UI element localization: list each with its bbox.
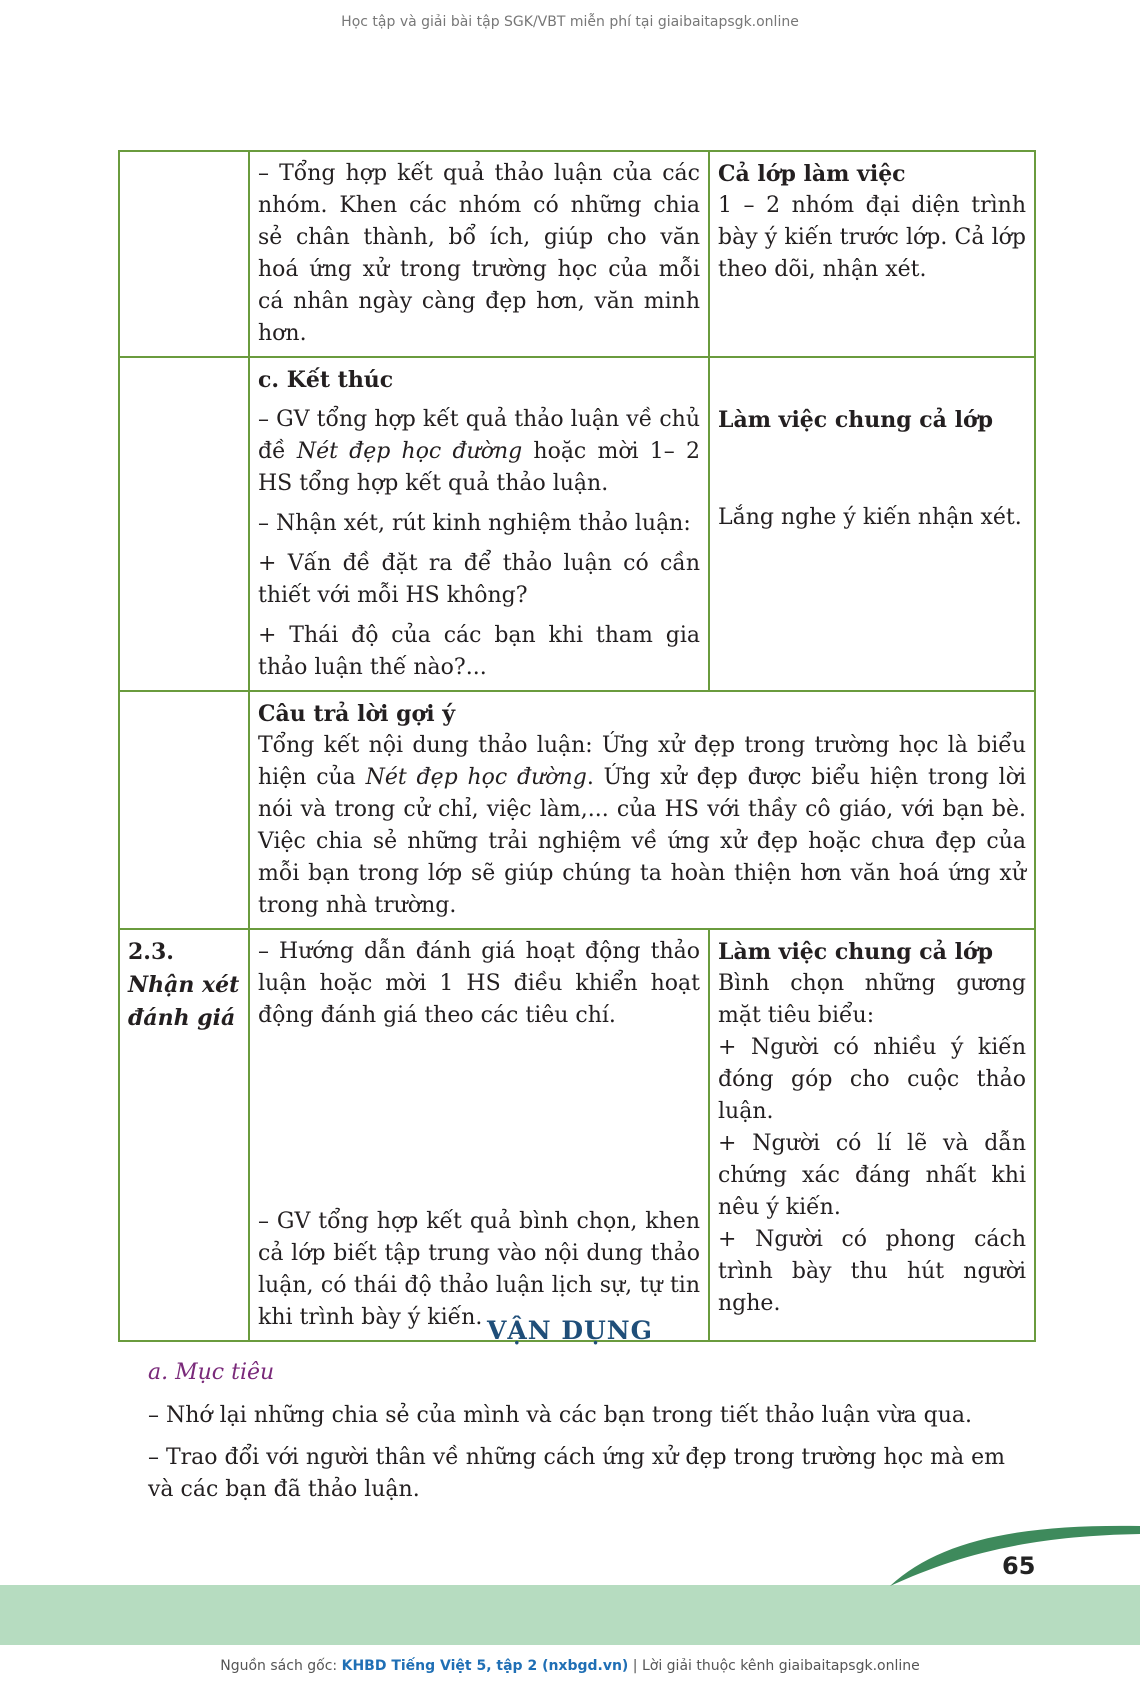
table-row — [119, 151, 1035, 357]
activity-cell — [119, 691, 249, 929]
footer-source: KHBD Tiếng Việt 5, tập 2 (nxbgd.vn) — [341, 1658, 629, 1674]
activity-label — [128, 936, 240, 1035]
teacher-text: + Vấn đề đặt ra để thảo luận có cần thiết với mỗi HS không? — [258, 551, 700, 608]
lesson-plan-table — [118, 150, 1036, 1342]
emphasis-text: Nét đẹp học đường — [296, 439, 523, 464]
footer-prefix: Nguồn sách gốc: — [220, 1658, 342, 1674]
answer-cell — [249, 691, 1035, 929]
text-run: . Ứng xử đẹp được biểu hiện trong lời nói và trong cử chỉ, việc làm,... của HS với thầy cô giáo, với bạn bè. Việc chia sẻ những trải nghiệm về ứng xử đẹp hoặc chưa đẹp của mỗi bạn trong lớp sẽ giúp chúng ta hoàn thiện hơn văn hoá ứng xử trong nhà trường. — [258, 765, 1026, 918]
activity-cell — [119, 151, 249, 357]
teacher-cell — [249, 357, 709, 691]
student-text: + Người có phong cách trình bày thu hút người nghe. — [718, 1227, 1026, 1316]
teacher-text — [258, 404, 700, 500]
section-title: VẬN DỤNG — [486, 1316, 654, 1345]
footer-suffix: | Lời giải thuộc kênh giaibaitapsgk.online — [628, 1658, 920, 1674]
activity-cell — [119, 357, 249, 691]
student-cell — [709, 929, 1035, 1341]
student-heading: Làm việc chung cả lớp — [718, 939, 993, 965]
objective-list — [148, 1400, 1034, 1516]
activity-cell — [119, 929, 249, 1341]
table-row — [119, 691, 1035, 929]
student-text: Bình chọn những gương mặt tiêu biểu: — [718, 971, 1026, 1028]
objective-item: – Trao đổi với người thân về những cách ứng xử đẹp trong trường học mà em và các bạn đã thảo luận. — [148, 1445, 1006, 1502]
footer-band — [0, 1585, 1140, 1645]
teacher-text: + Thái độ của các bạn khi tham gia thảo luận thế nào?... — [258, 623, 700, 680]
teacher-cell — [249, 929, 709, 1341]
subsection-heading: c. Kết thúc — [258, 367, 394, 393]
table-row — [119, 929, 1035, 1341]
table-row — [119, 357, 1035, 691]
objective-item: – Nhớ lại những chia sẻ của mình và các bạn trong tiết thảo luận vừa qua. — [148, 1403, 973, 1428]
teacher-text: – Hướng dẫn đánh giá hoạt động thảo luận hoặc mời 1 HS điều khiển hoạt động đánh giá theo các tiêu chí. — [258, 939, 700, 1028]
teacher-text: – GV tổng hợp kết quả bình chọn, khen cả lớp biết tập trung vào nội dung thảo luận, có thái độ thảo luận lịch sự, tự tin khi trình bày ý kiến. — [258, 1209, 700, 1330]
text-run: hoặc mời 1– 2 HS tổng hợp kết quả thảo luận. — [258, 439, 700, 496]
student-cell — [709, 357, 1035, 691]
student-text: Lắng nghe ý kiến nhận xét. — [718, 505, 1022, 530]
activity-number: 2.3. — [128, 939, 174, 965]
teacher-cell — [249, 151, 709, 357]
text-run: – GV tổng hợp kết quả thảo luận về chủ đề — [258, 407, 700, 464]
student-text: + Người có nhiều ý kiến đóng góp cho cuộc thảo luận. — [718, 1035, 1026, 1124]
emphasis-text: Nét đẹp học đường — [365, 765, 587, 790]
student-heading: Làm việc chung cả lớp — [718, 407, 993, 433]
footer-note — [0, 1658, 1140, 1674]
student-text: 1 – 2 nhóm đại diện trình bày ý kiến trước lớp. Cả lớp theo dõi, nhận xét. — [718, 193, 1026, 282]
objective-heading: a. Mục tiêu — [148, 1360, 275, 1385]
answer-text — [258, 730, 1026, 922]
teacher-text: – Nhận xét, rút kinh nghiệm thảo luận: — [258, 511, 691, 536]
activity-title: Nhận xét đánh giá — [128, 972, 240, 1031]
text-run: Tổng kết nội dung thảo luận: Ứng xử đẹp trong trường học là biểu hiện của — [258, 733, 1026, 790]
teacher-text: – Tổng hợp kết quả thảo luận của các nhóm. Khen các nhóm có những chia sẻ chân thành, bổ ích, giúp cho văn hoá ứng xử trong trường học của mỗi cá nhân ngày càng đẹp hơn, văn minh hơn. — [258, 161, 700, 346]
answer-heading: Câu trả lời gợi ý — [258, 701, 455, 727]
header-note: Học tập và giải bài tập SGK/VBT miễn phí tại giaibaitapsgk.online — [341, 14, 799, 30]
student-cell — [709, 151, 1035, 357]
student-text: + Người có lí lẽ và dẫn chứng xác đáng nhất khi nêu ý kiến. — [718, 1131, 1026, 1220]
student-heading: Cả lớp làm việc — [718, 161, 906, 187]
page-number: 65 — [1002, 1552, 1036, 1580]
